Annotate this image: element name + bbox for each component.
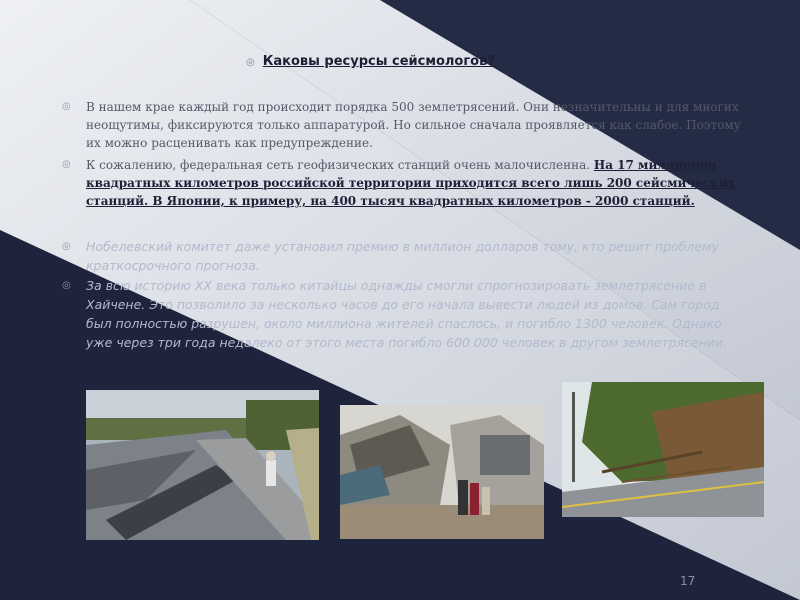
paragraph-4: За всю историю XX века только китайцы однажды смогли спрогнозировать землетрясение в Хайчене. Это позволило за несколько часов до его начала вывести людей из домов. Сам город был полностью разрушен, около миллиона жителей спаслось, и погибло 1300 человек. Однако уже через три года недалеко от этого места погибло 600 000 человек в другом землетрясении. [86,278,728,350]
paragraph-2-plain: К сожалению, федеральная сеть геофизических станций очень малочисленна. [86,158,594,172]
collapsed-buildings-photo [340,405,544,539]
bullet-icon: ◎ [62,241,71,252]
bullet-icon: ◎ [62,101,71,112]
paragraph-2-emphasis: На 17 миллионов квадратных километров российской территории приходится всего лишь 200 сейсмических станций. В Японии, к примеру, на 400 тысяч квадратных километров - 2000 станций. [86,158,735,208]
landslide-road-photo [562,382,764,517]
page-number: 17 [680,574,696,588]
heading-bullet-icon: ◎ [246,57,255,68]
paragraph-2 [86,156,746,210]
bullet-icon: ◎ [62,280,71,291]
heading-text: Каковы ресурсы сейсмологов? [262,54,495,69]
paragraph-1: В нашем крае каждый год происходит порядка 500 землетрясений. Они незначительны и для многих неощутимы, фиксируются только аппаратурой. Но сильное сначала проявляется как слабое. Поэтому их можно расценивать как предупреждение. [86,100,741,150]
cracked-road-photo [86,390,319,540]
slide-heading [246,54,495,69]
paragraph-3: Нобелевский комитет даже установил премию в миллион долларов тому, кто решит проблему краткосрочного прогноза. [86,239,719,273]
bullet-icon: ◎ [62,159,71,170]
